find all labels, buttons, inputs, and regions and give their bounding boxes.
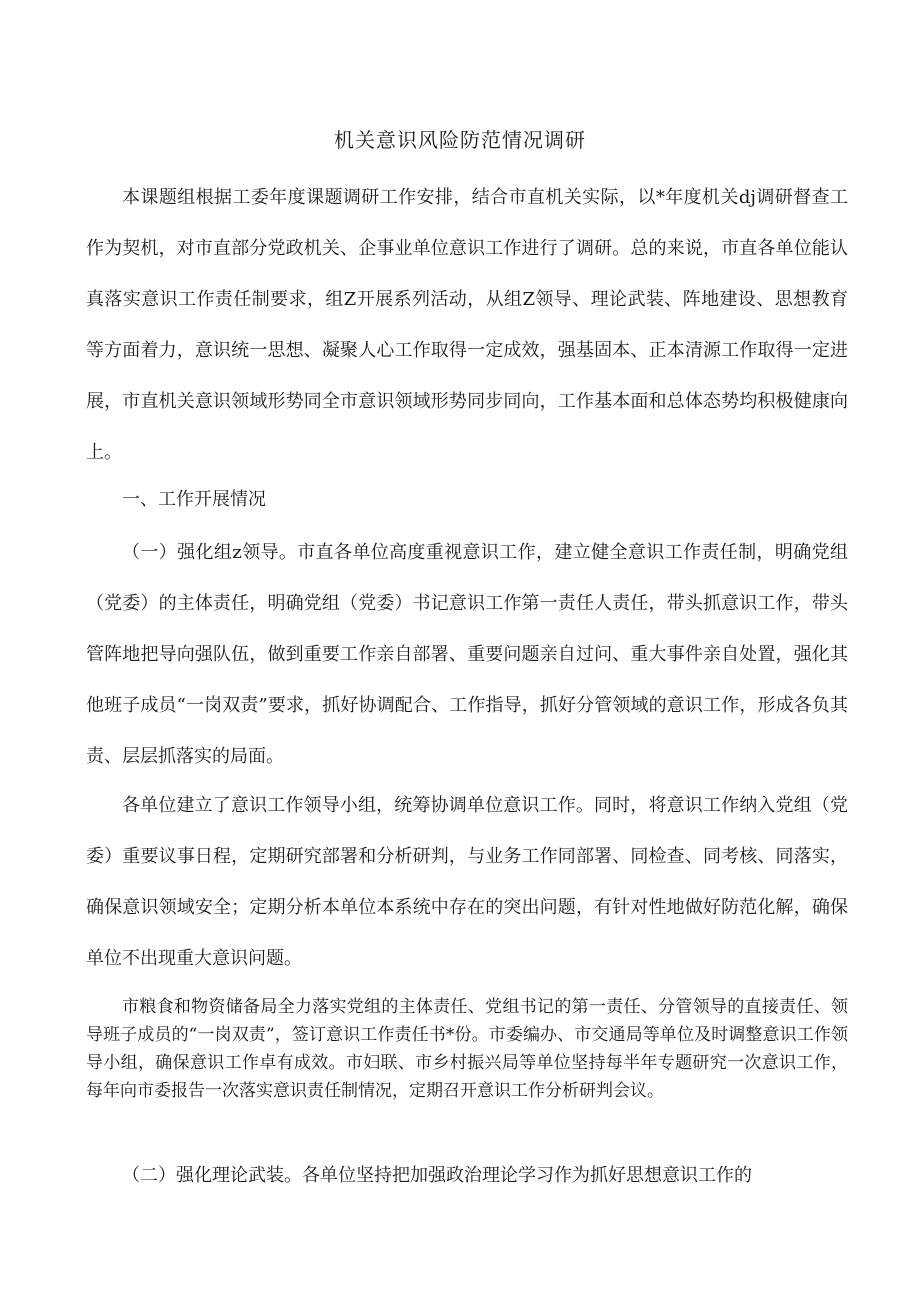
paragraph-intro: 本课题组根据工委年度课题调研工作安排，结合市直机关实际，以*年度机关dj调研督查工作为契机，对市直部分党政机关、企事业单位意识工作进行了调研。总的来说，市直各单位能认真落实意识工作责任制要求，组Z开展系列活动，从组Z领导、理论武装、阵地建设、思想教育等方面着力，意识统一思想、凝聚人心工作取得一定成效，强基固本、正本清源工作取得一定进展，市直机关意识领域形势同全市意识领域形势同步同向，工作基本面和总体态势均积极健康向上。 — [86, 187, 848, 463]
paragraph-leading-group: 各单位建立了意识工作领导小组，统筹协调单位意识工作。同时，将意识工作纳入党组（党委）重要议事日程，定期研究部署和分析研判，与业务工作同部署、同检查、同考核、同落实，确保意识领域安全；定期分析本单位本系统中存在的突出问题，有针对性地做好防范化解，确保单位不出现重大意识问题。 — [86, 795, 848, 969]
paragraph-leadership: （一）强化组z领导。市直各单位高度重视意识工作，建立健全意识工作责任制，明确党组（党委）的主体责任，明确党组（党委）书记意识工作第一责任人责任，带头抓意识工作，带头管阵地把导向强队伍，做到重要工作亲自部署、重要问题亲自过问、重大事件亲自处置，强化其他班子成员“一岗双责”要求，抓好协调配合、工作指导，抓好分管领域的意识工作，形成各负其责、层层抓落实的局面。 — [86, 542, 848, 767]
paragraph-theory: （二）强化理论武装。各单位坚持把加强政治理论学习作为抓好思想意识工作的 — [122, 1165, 752, 1186]
document-title: 机关意识风险防范情况调研 — [334, 128, 586, 152]
paragraph-unit-examples: 市粮食和物资储备局全力落实党组的主体责任、党组书记的第一责任、分管领导的直接责任、领导班子成员的“一岗双责”，签订意识工作责任书*份。市委编办、市交通局等单位及时调整意识工作领导小组，确保意识工作卓有成效。市妇联、市乡村振兴局等单位坚持每半年专题研究一次意识工作，每年向市委报告一次落实意识责任制情况，定期召开意识工作分析研判会议。 — [86, 997, 848, 1101]
section-heading-1: 一、工作开展情况 — [122, 489, 266, 510]
